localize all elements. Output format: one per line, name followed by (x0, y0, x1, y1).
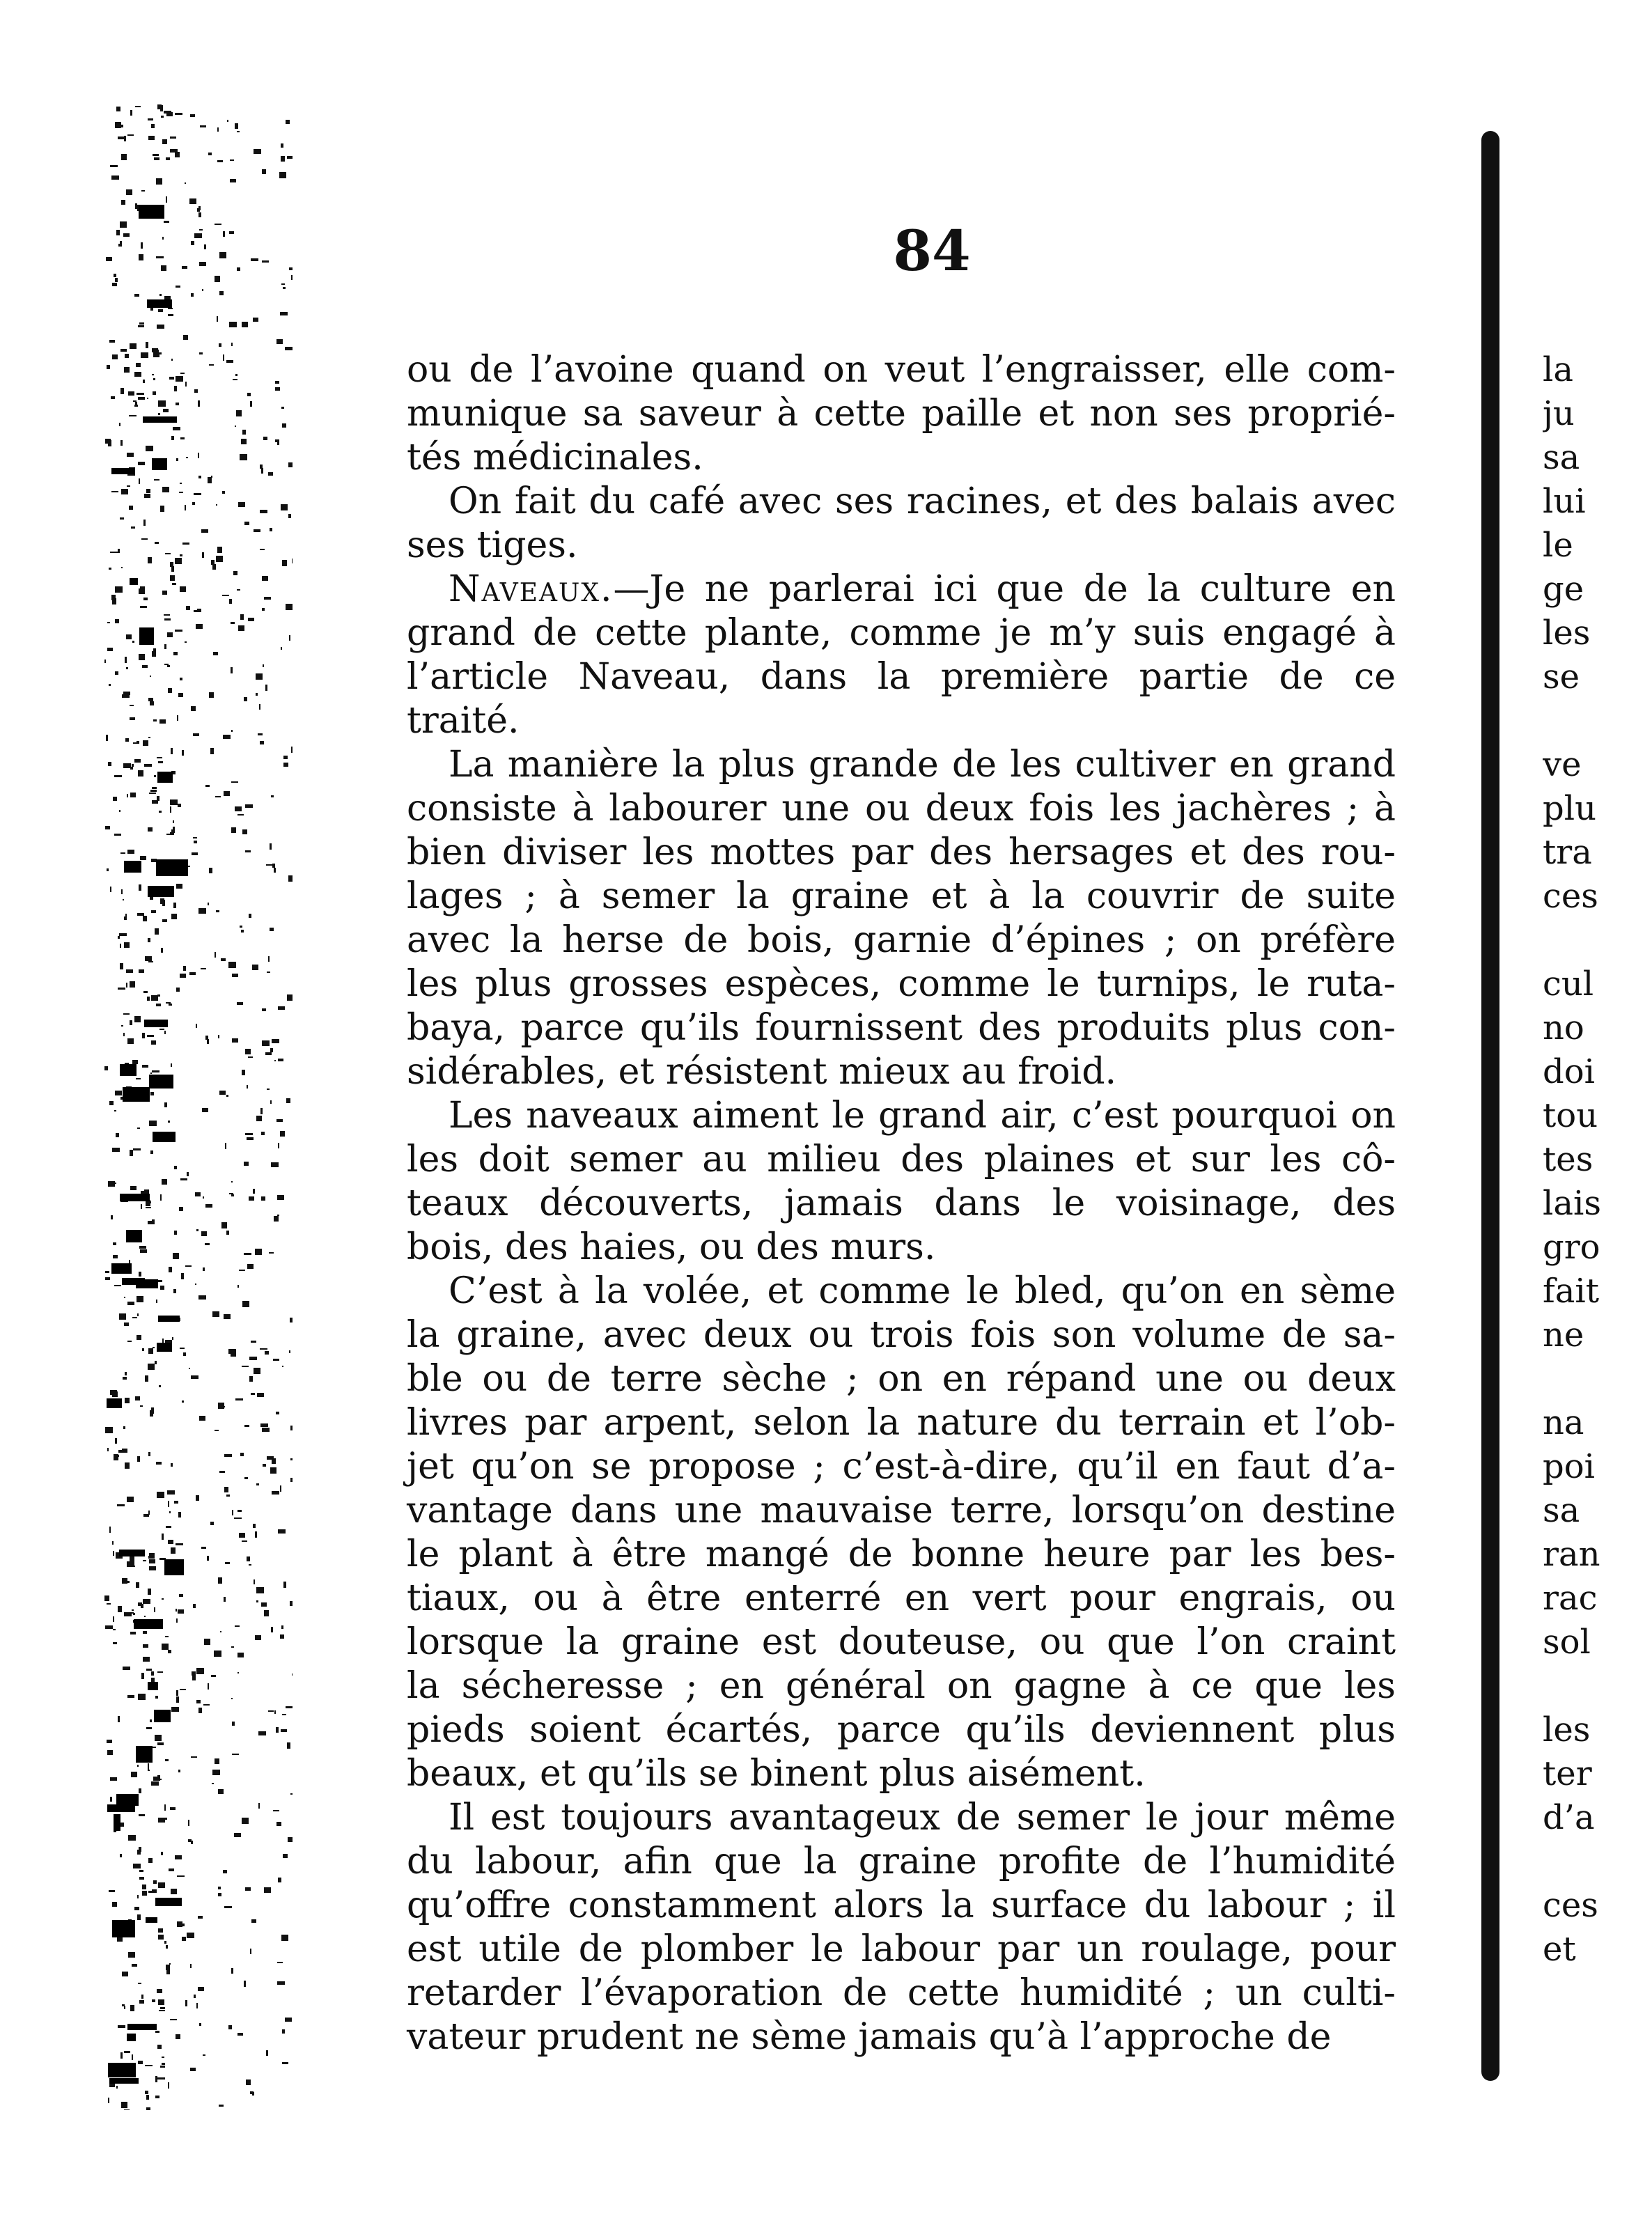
text-line: sidérables, et résistent mieux au froid. (407, 1051, 1117, 1093)
text-line: vateur prudent ne sème jamais qu’à l’approche de (407, 2016, 1332, 2058)
text-line: traité. (407, 700, 520, 742)
text-line: Les naveaux aiment le grand air, c’est pourquoi on (449, 1095, 1396, 1137)
page-number: 84 (893, 218, 971, 283)
fragment-text: les (1543, 1710, 1591, 1749)
fragment-text: tes (1543, 1140, 1593, 1179)
fragment-text (1543, 1664, 1652, 1708)
paragraph (407, 743, 1396, 1094)
fragment-text: d’a (1543, 1798, 1595, 1837)
text-line: jet qu’on se propose ; c’est-à-dire, qu’il en faut d’a- (407, 1446, 1396, 1488)
text-line: la sécheresse ; en général on gagne à ce que les (407, 1665, 1396, 1707)
fragment-text: ces (1543, 877, 1598, 916)
fragment-text: rac (1543, 1579, 1598, 1618)
text-line: qu’offre constamment alors la surface du labour ; il (407, 1885, 1396, 1926)
scan-noise-strip (104, 104, 293, 2110)
fragment-text: sa (1543, 438, 1580, 477)
section-heading: Naveaux. (449, 568, 614, 610)
fragment-text: se (1543, 657, 1580, 696)
text-line: beaux, et qu’ils se binent plus aisément. (407, 1753, 1146, 1795)
fragment-text: la (1543, 350, 1573, 389)
fragment-text: et (1543, 1930, 1576, 1969)
fragment-text: plu (1543, 789, 1596, 828)
text-line: est utile de plomber le labour par un roulage, pour (407, 1928, 1396, 1970)
text-line: Naveaux.—Je ne parlerai ici que de la culture en (449, 568, 1396, 610)
text-line: retarder l’évaporation de cette humidité ; un culti- (407, 1972, 1396, 2014)
text-line: grand de cette plante, comme je m’y suis engagé à (407, 612, 1396, 654)
fragment-text: ran (1543, 1535, 1600, 1574)
fragment-text: poi (1543, 1447, 1595, 1486)
text-line: baya, parce qu’ils fournissent des produits plus con- (407, 1007, 1396, 1049)
text-line: vantage dans une mauvaise terre, lorsqu’on destine (407, 1490, 1396, 1531)
text-line: consiste à labourer une ou deux fois les jachères ; à (407, 788, 1396, 829)
fragment-text (1543, 1840, 1652, 1884)
fragment-text: ces (1543, 1886, 1598, 1925)
text-line: ble ou de terre sèche ; on en répand une ou deux (407, 1358, 1396, 1400)
fragment-text: tou (1543, 1096, 1598, 1135)
paragraph (407, 480, 1396, 568)
fragment-text: ne (1543, 1316, 1584, 1355)
text-line: l’article Naveau, dans la première partie de ce (407, 656, 1396, 698)
text-line: livres par arpent, selon la nature du terrain et l’ob- (407, 1402, 1396, 1444)
fragment-text: ge (1543, 570, 1584, 609)
text-line: La manière la plus grande de les cultiver en grand (449, 744, 1396, 786)
fragment-text (1543, 1357, 1652, 1401)
text-line: tiaux, ou à être enterré en vert pour engrais, ou (407, 1577, 1396, 1619)
fragment-text (1543, 699, 1652, 743)
text-line: pieds soient écartés, parce qu’ils deviennent plus (407, 1709, 1396, 1751)
text-line: la graine, avec deux ou trois fois son volume de sa- (407, 1314, 1396, 1356)
fragment-text: doi (1543, 1052, 1595, 1091)
fragment-text: sa (1543, 1491, 1580, 1530)
fragment-text: ju (1543, 394, 1575, 433)
text-line: ou de l’avoine quand on veut l’engraisser, elle com- (407, 349, 1396, 391)
fragment-text: gro (1543, 1228, 1600, 1267)
paragraph (407, 568, 1396, 743)
paragraph (407, 1796, 1396, 2059)
adjacent-page-fragment (1543, 348, 1652, 1972)
text-line: C’est à la volée, et comme le bled, qu’on en sème (449, 1270, 1396, 1312)
text-line: les doit semer au milieu des plaines et sur les cô- (407, 1139, 1396, 1180)
text-line: On fait du café avec ses racines, et des balais avec (449, 481, 1396, 522)
paragraph (407, 1270, 1396, 1796)
text-line: tés médicinales. (407, 437, 703, 478)
text-line: lorsque la graine est douteuse, ou que l’on craint (407, 1621, 1396, 1663)
fragment-text: na (1543, 1403, 1584, 1442)
text-line: munique sa saveur à cette paille et non ses proprié- (407, 393, 1396, 435)
paragraph (407, 1094, 1396, 1270)
text-line: bien diviser les mottes par des hersages et des rou- (407, 832, 1396, 873)
text-line: les plus grosses espèces, comme le turnips, le ruta- (407, 963, 1396, 1005)
fragment-text: tra (1543, 833, 1592, 872)
fragment-text: les (1543, 614, 1591, 653)
text-line: Il est toujours avantageux de semer le jour même (449, 1797, 1396, 1839)
fragment-text: no (1543, 1008, 1584, 1047)
text-line: lages ; à semer la graine et à la couvrir de suite (407, 875, 1396, 917)
text-line: du labour, afin que la graine profite de l’humidité (407, 1841, 1396, 1882)
text-line: ses tiges. (407, 524, 578, 566)
body-text (407, 348, 1396, 2059)
text-line: avec la herse de bois, garnie d’épines ; on préfère (407, 919, 1396, 961)
text-line: teaux découverts, jamais dans le voisinage, des (407, 1183, 1396, 1224)
fragment-text (1543, 919, 1652, 962)
fragment-text: ter (1543, 1754, 1592, 1793)
fragment-text: cul (1543, 965, 1594, 1004)
fragment-text: le (1543, 526, 1573, 565)
fragment-text: sol (1543, 1623, 1591, 1662)
fragment-text: lui (1543, 482, 1586, 521)
fragment-text: lais (1543, 1184, 1601, 1223)
fragment-text: ve (1543, 745, 1582, 784)
fragment-text: fait (1543, 1272, 1600, 1311)
page-gutter-shadow (1481, 131, 1499, 2081)
text-line: le plant à être mangé de bonne heure par les bes- (407, 1534, 1396, 1575)
text-line: bois, des haies, ou des murs. (407, 1226, 936, 1268)
paragraph (407, 348, 1396, 480)
